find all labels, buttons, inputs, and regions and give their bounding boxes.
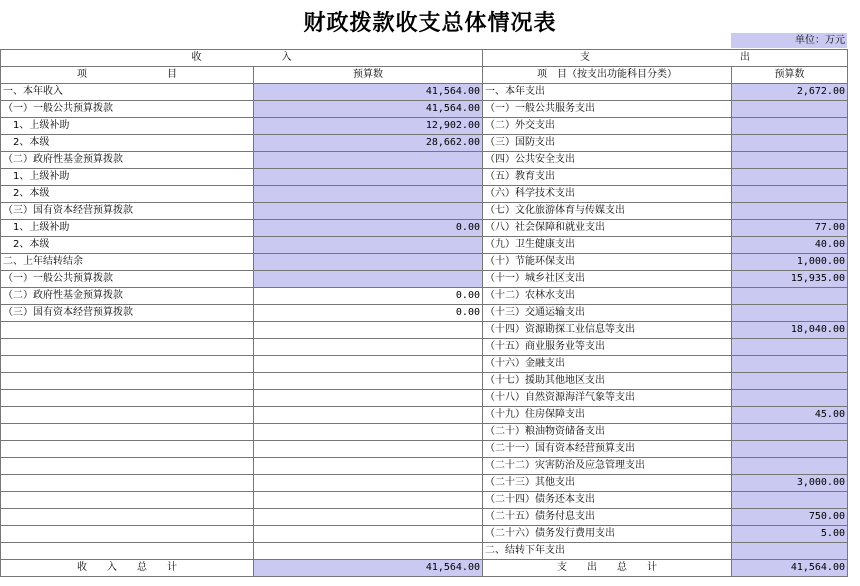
income-item-cell: 1、上级补助 [1,220,254,237]
income-budget-cell: 0.00 [254,288,483,305]
income-budget-cell [254,475,483,492]
expense-budget-cell [732,135,848,152]
income-item-cell [1,441,254,458]
income-budget-cell: 41,564.00 [254,84,483,101]
table-row [1,373,848,390]
expense-budget-cell: 750.00 [732,509,848,526]
table-row [1,135,848,152]
income-item-cell [1,356,254,373]
table-row [1,220,848,237]
income-item-cell [1,543,254,560]
expense-item-cell: （十八）自然资源海洋气象等支出 [483,390,732,407]
expense-budget-cell [732,356,848,373]
expense-budget-cell [732,458,848,475]
income-budget-cell: 41,564.00 [254,101,483,118]
table-row [1,492,848,509]
income-budget-cell [254,254,483,271]
expense-item-cell: （二十）粮油物资储备支出 [483,424,732,441]
income-budget-cell [254,526,483,543]
expense-budget-cell: 5.00 [732,526,848,543]
income-item-cell: 1、上级补助 [1,118,254,135]
expense-budget-cell [732,305,848,322]
income-item-cell [1,407,254,424]
expense-item-cell: （十三）交通运输支出 [483,305,732,322]
expense-item-cell: （二十四）债务还本支出 [483,492,732,509]
expense-budget-cell [732,118,848,135]
table-row [1,475,848,492]
expense-budget-cell [732,288,848,305]
expense-item-cell: （二十五）债务付息支出 [483,509,732,526]
table-row [1,509,848,526]
expense-total-value: 41,564.00 [732,560,848,577]
expense-item-cell: （六）科学技术支出 [483,186,732,203]
expense-budget-cell: 3,000.00 [732,475,848,492]
expense-budget-cell [732,152,848,169]
col-budget-right-header: 预算数 [732,67,848,84]
expense-budget-cell: 15,935.00 [732,271,848,288]
income-item-cell: 二、上年结转结余 [1,254,254,271]
expense-item-cell: （一）一般公共服务支出 [483,101,732,118]
expense-budget-cell [732,492,848,509]
income-item-cell: 2、本级 [1,135,254,152]
income-budget-cell: 0.00 [254,305,483,322]
table-row [1,186,848,203]
expense-budget-cell [732,441,848,458]
income-budget-cell [254,339,483,356]
income-budget-cell: 12,902.00 [254,118,483,135]
table-row [1,101,848,118]
expense-item-cell: （二十六）债务发行费用支出 [483,526,732,543]
income-item-cell [1,424,254,441]
income-item-cell: 2、本级 [1,237,254,254]
income-item-cell [1,373,254,390]
table-row [1,390,848,407]
expense-budget-cell: 1,000.00 [732,254,848,271]
table-row [1,254,848,271]
income-item-cell: （二）政府性基金预算拨款 [1,288,254,305]
income-item-cell: （一）一般公共预算拨款 [1,271,254,288]
expense-budget-cell [732,169,848,186]
income-budget-cell [254,169,483,186]
income-budget-cell [254,152,483,169]
table-row [1,237,848,254]
expense-item-cell: （十五）商业服务业等支出 [483,339,732,356]
expense-budget-cell: 18,040.00 [732,322,848,339]
expense-budget-cell [732,203,848,220]
income-item-cell [1,475,254,492]
expense-header: 支 出 [483,50,848,67]
expense-item-cell: （九）卫生健康支出 [483,237,732,254]
table-row [1,288,848,305]
expense-item-cell: （三）国防支出 [483,135,732,152]
table-row [1,118,848,135]
income-item-cell: 2、本级 [1,186,254,203]
income-item-cell [1,390,254,407]
table-row [1,339,848,356]
expense-item-cell: （二十三）其他支出 [483,475,732,492]
table-row [1,526,848,543]
col-item-header: 项 目 [1,67,254,84]
expense-budget-cell [732,339,848,356]
expense-budget-cell [732,373,848,390]
income-budget-cell [254,492,483,509]
table-row [1,356,848,373]
expense-item-cell: （四）公共安全支出 [483,152,732,169]
expense-item-cell: （十一）城乡社区支出 [483,271,732,288]
column-header-row [1,67,848,84]
income-item-cell: （一）一般公共预算拨款 [1,101,254,118]
expense-budget-cell [732,101,848,118]
income-budget-cell [254,441,483,458]
col-item-right-header: 项 目（按支出功能科目分类） [483,67,732,84]
table-row [1,322,848,339]
income-item-cell [1,339,254,356]
income-budget-cell: 28,662.00 [254,135,483,152]
expense-item-cell: （十六）金融支出 [483,356,732,373]
table-row [1,84,848,101]
income-budget-cell [254,322,483,339]
income-budget-cell [254,186,483,203]
table-row [1,305,848,322]
income-budget-cell [254,373,483,390]
income-item-cell: （三）国有资本经营预算拨款 [1,203,254,220]
income-total-label: 收 入 总 计 [1,560,254,577]
income-budget-cell [254,237,483,254]
expense-item-cell: （七）文化旅游体育与传媒支出 [483,203,732,220]
expense-item-cell: （十二）农林水支出 [483,288,732,305]
table-row [1,424,848,441]
total-row [1,560,848,577]
expense-item-cell: （十九）住房保障支出 [483,407,732,424]
income-item-cell [1,492,254,509]
income-budget-cell [254,271,483,288]
income-budget-cell [254,407,483,424]
budget-table [0,49,848,577]
income-item-cell [1,509,254,526]
table-row [1,543,848,560]
table-row [1,203,848,220]
income-item-cell: 一、本年收入 [1,84,254,101]
table-row [1,152,848,169]
income-budget-cell: 0.00 [254,220,483,237]
expense-budget-cell [732,543,848,560]
income-item-cell: （三）国有资本经营预算拨款 [1,305,254,322]
expense-item-cell: 二、结转下年支出 [483,543,732,560]
expense-total-label: 支 出 总 计 [483,560,732,577]
income-budget-cell [254,509,483,526]
expense-budget-cell: 40.00 [732,237,848,254]
income-budget-cell [254,543,483,560]
income-item-cell [1,526,254,543]
page-title: 财政拨款收支总体情况表 [303,10,557,36]
unit-label: 单位：万元 [731,33,847,48]
table-row [1,458,848,475]
expense-item-cell: （十）节能环保支出 [483,254,732,271]
income-item-cell [1,322,254,339]
income-item-cell: （二）政府性基金预算拨款 [1,152,254,169]
expense-budget-cell: 45.00 [732,407,848,424]
expense-budget-cell [732,390,848,407]
income-item-cell: 1、上级补助 [1,169,254,186]
expense-budget-cell: 77.00 [732,220,848,237]
expense-item-cell: （十七）援助其他地区支出 [483,373,732,390]
section-header-row [1,50,848,67]
expense-item-cell: （八）社会保障和就业支出 [483,220,732,237]
expense-budget-cell [732,424,848,441]
expense-item-cell: （十四）资源勘探工业信息等支出 [483,322,732,339]
income-budget-cell [254,458,483,475]
income-header: 收 入 [1,50,483,67]
income-item-cell [1,458,254,475]
income-budget-cell [254,203,483,220]
income-budget-cell [254,390,483,407]
expense-item-cell: （五）教育支出 [483,169,732,186]
table-row [1,441,848,458]
expense-item-cell: （二十二）灾害防治及应急管理支出 [483,458,732,475]
table-row [1,169,848,186]
income-budget-cell [254,356,483,373]
col-budget-header: 预算数 [254,67,483,84]
expense-budget-cell [732,186,848,203]
table-row [1,407,848,424]
income-budget-cell [254,424,483,441]
table-row [1,271,848,288]
expense-item-cell: （二十一）国有资本经营预算支出 [483,441,732,458]
expense-item-cell: 一、本年支出 [483,84,732,101]
expense-budget-cell: 2,672.00 [732,84,848,101]
expense-item-cell: （二）外交支出 [483,118,732,135]
income-total-value: 41,564.00 [254,560,483,577]
